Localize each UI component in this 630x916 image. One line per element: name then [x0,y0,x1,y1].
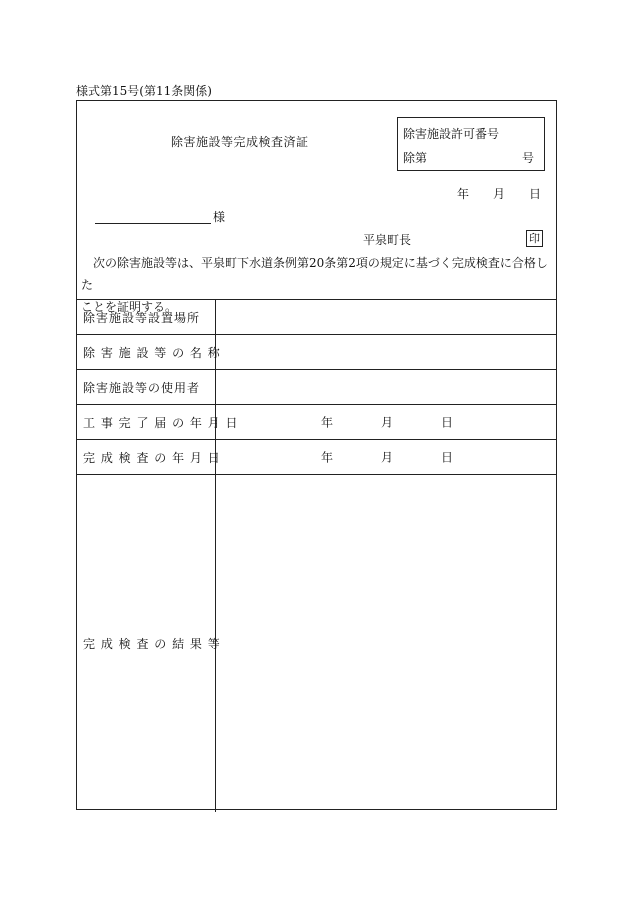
date-year-label: 年 [321,415,334,430]
seal-mark: 印 [526,230,543,247]
issue-date-month: 月 [493,187,506,201]
row-label: 除害施設等設置場所 [77,300,216,334]
row-label: 工 事 完 了 届 の 年 月 日 [77,405,216,439]
issuer-name: 平泉町長 [363,233,412,247]
date-day-label: 日 [441,450,454,465]
permit-number-prefix: 除第 [403,151,428,165]
addressee-honorific: 様 [213,210,226,224]
row-label: 除 害 施 設 等 の 名 称 [77,335,216,369]
table-row-completion-notice-date [77,405,556,440]
table-row-inspection-results [77,475,556,812]
permit-number-suffix: 号 [521,151,534,165]
row-label: 完 成 検 査 の 結 果 等 [77,475,216,812]
facility-name-field[interactable] [216,335,556,369]
date-month-label: 月 [381,415,394,430]
table-row-user [77,370,556,405]
date-year-label: 年 [321,450,334,465]
completion-notice-date-field[interactable] [216,405,556,439]
row-label: 完 成 検 査 の 年 月 日 [77,440,216,474]
inspection-date-field[interactable] [216,440,556,474]
table-row-facility-name [77,335,556,370]
date-month-label: 月 [381,450,394,465]
table-row-inspection-date [77,440,556,475]
form-number-label: 様式第15号(第11条関係) [76,84,212,98]
certificate-frame [76,100,557,810]
date-day-label: 日 [441,415,454,430]
inspection-results-field[interactable] [216,475,556,812]
statement-line-2: ことを証明する。 [81,300,178,314]
permit-number-label: 除害施設許可番号 [403,127,500,141]
statement-line-1: 次の除害施設等は、平泉町下水道条例第20条第2項の規定に基づく完成検査に合格した [81,256,548,292]
issue-date-day: 日 [529,187,542,201]
addressee-name-line [95,223,211,224]
table-row-location [77,300,556,335]
user-field[interactable] [216,370,556,404]
document-title: 除害施設等完成検査済証 [171,135,309,149]
location-field[interactable] [216,300,556,334]
details-table [77,299,556,812]
row-label: 除害施設等の使用者 [77,370,216,404]
issue-date-year: 年 [457,187,470,201]
permit-number-box [397,117,545,171]
